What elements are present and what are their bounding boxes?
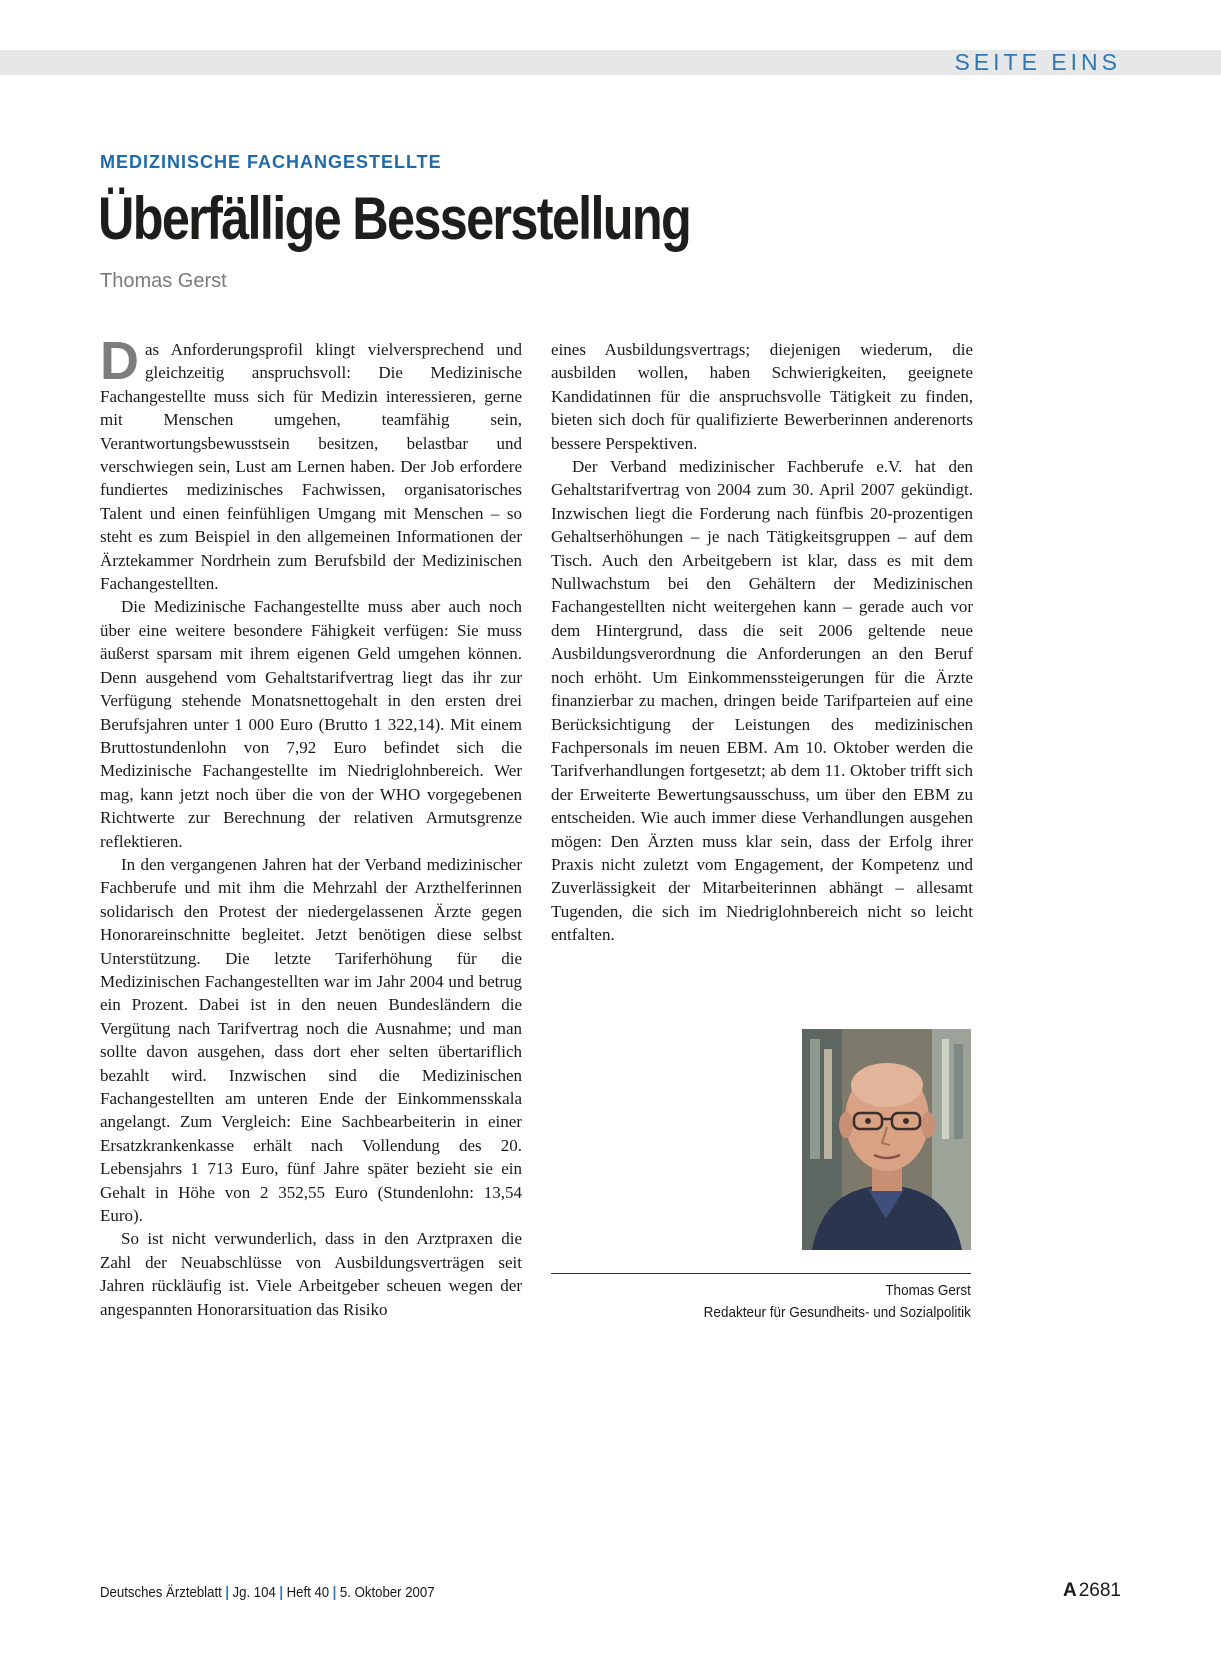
- author-photo-illustration: [802, 1029, 971, 1250]
- page-footer: [100, 1584, 435, 1601]
- paragraph: Die Medizinische Fachangestellte muss aber auch noch über eine weitere besondere Fähigkeit verfügen: Sie muss äußerst sparsam mit ihrem eigenen Geld umgehen können. Denn ausgehend vom Gehaltstarifvertrag liegt das ihr zur Verfügung stehende Monatsnettogehalt in den ersten drei Berufsjahren unter 1 000 Euro (Brutto 1 322,14). Mit einem Bruttostundenlohn von 7,92 Euro befindet sich die Medizinische Fachangestellte im Niedriglohnbereich. Wer mag, kann jetzt noch über die von der WHO vorgegebenen Richtwerte zur Berechnung der relativen Armutsgrenze reflektieren.: [100, 597, 522, 851]
- footer-separator: |: [279, 1584, 284, 1601]
- footer-date: 5. Oktober 2007: [339, 1584, 435, 1601]
- paragraph: [100, 331, 522, 595]
- paragraph: In den vergangenen Jahren hat der Verband medizinischer Fachberufe und mit ihm die Mehrzahl der Arzthelferinnen solidarisch den Protest der niedergelassenen Ärzte gegen Honorareinschnitte begleitet. Jetzt benötigen diese selbst Unterstützung. Die letzte Tariferhöhung für die Medizinischen Fachangestellten war im Jahr 2004 und betrug ein Prozent. Dabei ist in den neuen Bundesländern die Vergütung nach Tarifvertrag noch die Ausnahme; und man sollte davon ausgehen, dass dort eher selten übertariflich bezahlt wird. Inzwischen sind die Medizinischen Fachangestellten am unteren Ende der Einkommensskala angelangt. Zum Vergleich: Eine Sachbearbeiterin in einer Ersatzkrankenkasse erhält nach Vollendung des 20. Lebensjahrs 1 713 Euro, fünf Jahre später bezieht sie ein Gehalt in Höhe von 2 352,55 Euro (Stundenlohn: 13,54 Euro).: [100, 854, 522, 1226]
- drop-cap: D: [100, 331, 139, 391]
- article-kicker: MEDIZINISCHE FACHANGESTELLTE: [100, 152, 442, 172]
- article-title: Überfällige Besserstellung: [98, 185, 691, 252]
- footer-journal: Deutsches Ärzteblatt: [100, 1584, 222, 1601]
- paragraph: Der Verband medizinischer Fachberufe e.V. hat den Gehaltstarifvertrag von 2004 zum 30. April 2007 gekündigt. Inzwischen liegt die Forderung nach fünfbis 20-prozentigen Gehaltserhöhungen – je nach Tätigkeitsgruppen – auf dem Tisch. Auch den Arbeitgebern ist klar, dass es mit dem Nullwachstum bei den Gehältern der Medizinischen Fachangestellten nicht weitergehen kann – gerade auch vor dem Hintergrund, dass die seit 2006 geltende neue Ausbildungsverordnung die Anforderungen an den Beruf noch erhöht. Um Einkommenssteigerungen für die Ärzte finanzierbar zu machen, dringen beide Tarifparteien auf eine Berücksichtigung der Leistungen des medizinischen Fachpersonals im neuen EBM. Am 10. Oktober werden die Tarifverhandlungen fortgesetzt; ab dem 11. Oktober trifft sich der Erweiterte Bewertungsausschuss, um über den EBM zu entscheiden. Wie auch immer diese Verhandlungen ausgehen mögen: Den Ärzten muss klar sein, dass der Erfolg ihrer Praxis nicht zuletzt vom Engagement, der Kompetenz und Zuverlässigkeit der Mitarbeiterinnen abhängt – allesamt Tugenden, die sich im Niedriglohnbereich nicht so leicht entfalten.: [551, 457, 973, 945]
- paragraph: eines Ausbildungsvertrags; diejenigen wiederum, die ausbilden wollen, haben Schwierigkeiten, geeignete Kandidatinnen für die anspruchsvolle Tätigkeit zu finden, bieten sich doch für qualifizierte Bewerberinnen anderenorts bessere Perspektiven.: [551, 340, 973, 453]
- article-author: Thomas Gerst: [100, 270, 227, 292]
- page-prefix: A: [1062, 1580, 1077, 1601]
- caption-name: Thomas Gerst: [885, 1282, 971, 1299]
- photo-caption: [704, 1280, 971, 1324]
- page-number-value: 2681: [1078, 1580, 1121, 1601]
- caption-rule: [551, 1273, 971, 1274]
- paragraph-text: as Anforderungsprofil klingt vielversprechend und gleichzeitig anspruchsvoll: Die Medizinische Fachangestellte muss sich für Medizin interessieren, gerne mit Menschen umgehen, teamfähig sein, Verantwortungsbewusstsein besitzen, belastbar und verschwiegen sein, Lust am Lernen haben. Der Job erfordere fundiertes medizinisches Fachwissen, organisatorisches Talent und einen feinfühligen Umgang mit Menschen – so steht es zum Beispiel in den allgemeinen Informationen der Ärztekammer Nordrhein zum Berufsbild der Medizinischen Fachangestellten.: [100, 340, 522, 594]
- article-column-right: [551, 338, 973, 947]
- footer-separator: |: [225, 1584, 230, 1601]
- footer-volume: Jg. 104: [232, 1584, 276, 1601]
- author-photo: [802, 1029, 971, 1250]
- caption-role: Redakteur für Gesundheits- und Sozialpolitik: [703, 1304, 971, 1321]
- paragraph: So ist nicht verwunderlich, dass in den Arztpraxen die Zahl der Neuabschlüsse von Ausbildungsverträgen seit Jahren rückläufig ist. Viele Arbeitgeber scheuen wegen der angespannten Honorarsituation das Risiko: [100, 1229, 522, 1319]
- section-label: SEITE EINS: [954, 49, 1121, 75]
- footer-issue: Heft 40: [286, 1584, 330, 1601]
- footer-separator: |: [332, 1584, 337, 1601]
- article-column-left: [100, 331, 522, 1321]
- page-number: [1063, 1580, 1121, 1602]
